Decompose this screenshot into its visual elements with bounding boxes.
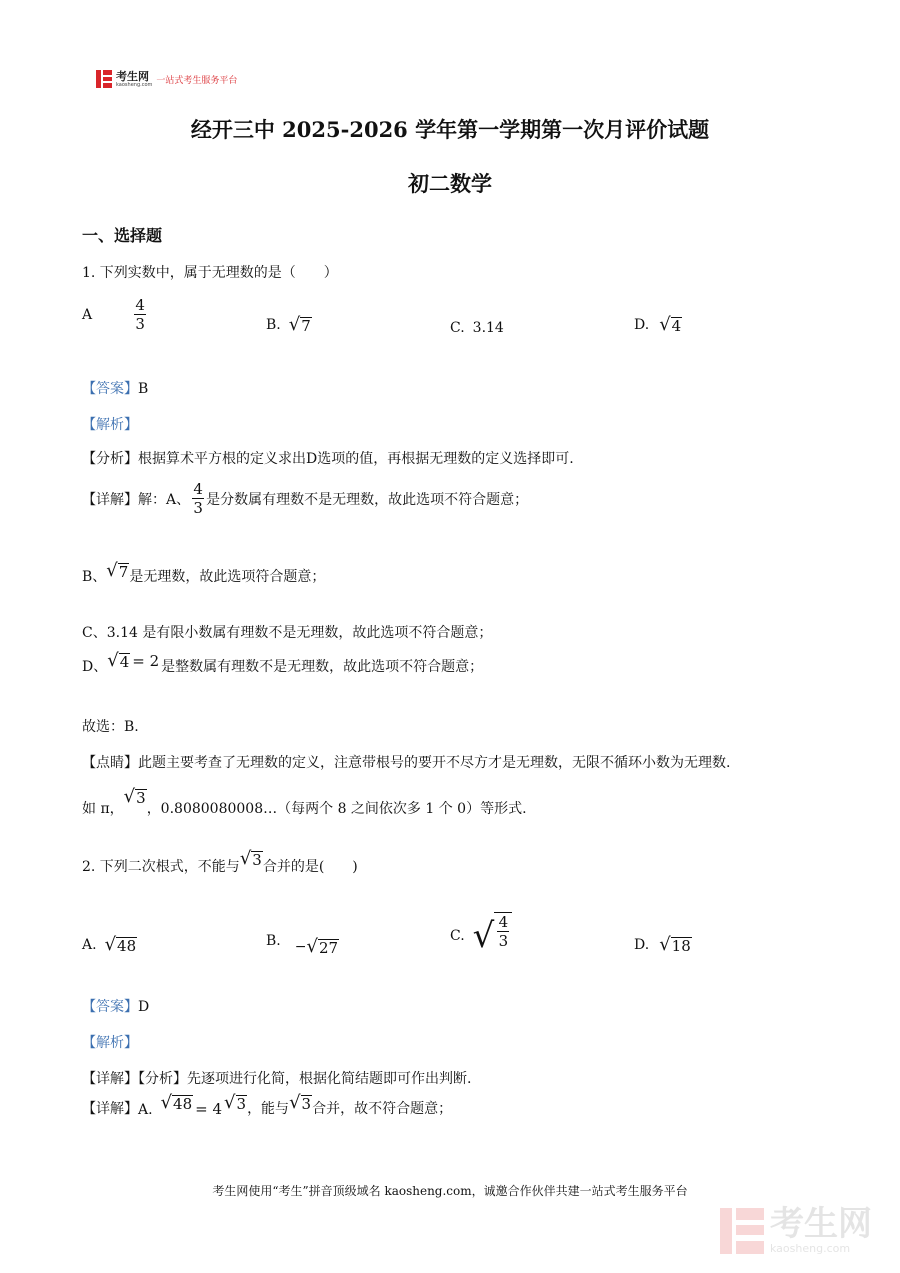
watermark [720, 1206, 872, 1255]
watermark-logo-icon [720, 1208, 764, 1254]
q2-answer-tag: 【答案】 [82, 999, 138, 1015]
q1-option-a-fraction [134, 296, 146, 333]
q2-option-b-label: B. [266, 933, 281, 949]
q1-option-b-sqrt: √ 7 [288, 314, 311, 335]
q1-fenxi [82, 448, 574, 468]
q1-detail-tag: 【详解】 [82, 491, 138, 508]
q1-option-c-label: C. [450, 320, 465, 336]
document-title: 经开三中 2025-2026 学年第一学期第一次月评价试题 [190, 117, 710, 142]
logo-slogan: 一站式考生服务平台 [156, 75, 238, 86]
q1-stem: 1. 下列实数中，属于无理数的是（ ） [82, 265, 338, 281]
q1-option-a-numerator: 4 [135, 296, 145, 314]
q2-stem-radicand: 3 [252, 851, 262, 869]
watermark-name: 考生网 [770, 1204, 872, 1244]
q2-option-d-sqrt: √ 18 [659, 934, 691, 955]
q1-option-b-label: B. [266, 317, 281, 333]
q2-option-a-sqrt: √ 48 [104, 934, 137, 955]
q1-detail-d-sqrt: √ 4 [107, 650, 130, 671]
q2-option-c-label: C. [450, 928, 465, 944]
q1-examples-post: ，0.8080080008…（每两个 8 之间依次多 1 个 0）等形式. [146, 801, 527, 817]
q1-answer-value: B [138, 381, 149, 397]
q1-detail-a-post: 是分数属有理数不是无理数，故此选项不符合题意； [206, 491, 529, 508]
q2-option-b-radicand: 27 [318, 939, 339, 957]
q1-analysis-tag: 【解析】 [82, 417, 138, 433]
q2-stem [82, 848, 358, 876]
q2-detail-a-radicand-3: 3 [301, 1095, 312, 1113]
q1-examples-sqrt: √ 3 [123, 786, 146, 807]
q1-dianjing-tag: 【点睛】 [82, 755, 138, 771]
header-logo [96, 70, 237, 88]
q1-choose: 故选：B. [82, 719, 139, 735]
q2-option-b-sign: − [294, 939, 307, 955]
q2-fenxi [82, 1068, 471, 1088]
q1-option-d-radicand: 4 [671, 317, 682, 335]
q1-option-b-radicand: 7 [301, 317, 311, 335]
q1-option-c [450, 320, 504, 336]
q1-option-d-sqrt: √ 4 [659, 314, 682, 335]
watermark-domain: kaosheng.com [770, 1242, 851, 1255]
q1-option-d [634, 316, 682, 334]
q1-detail-d-post: 是整数属有理数不是无理数，故此选项不符合题意； [161, 659, 484, 675]
q2-fenxi-tag: 【分析】 [138, 1071, 187, 1087]
q1-detail-b-sqrt: √ 7 [106, 560, 129, 581]
q2-option-c-denominator: 3 [498, 932, 509, 950]
q2-option-b [266, 933, 339, 957]
q1-detail-d-equals: = 2 [132, 652, 160, 670]
q2-detail-a-equals: = 4 [195, 1100, 223, 1118]
q2-detail-a [82, 1092, 453, 1118]
q2-detail-a-label: A. [138, 1102, 153, 1118]
q1-detail-a-denominator: 3 [193, 499, 203, 517]
document-subtitle: 初二数学 [408, 171, 492, 196]
q1-detail-b [82, 560, 326, 586]
q1-detail-b-radicand: 7 [118, 563, 129, 581]
q1-option-a-denominator: 3 [135, 315, 145, 333]
q1-answer-tag: 【答案】 [82, 381, 138, 397]
q1-dianjing-text: 此题主要考查了无理数的定义，注意带根号的要开不尽方才是无理数，无限不循环小数为无理数. [138, 755, 731, 771]
q2-option-c-sqrt: √ $\frac{4}{3}$ [473, 912, 513, 960]
q1-detail-c: C、3.14 是有限小数属有理数不是无理数，故此选项不符合题意； [82, 625, 493, 641]
q2-option-d-label: D. [634, 937, 650, 953]
q2-stem-sqrt: √ 3 [239, 848, 262, 869]
q1-dianjing [82, 752, 730, 772]
q1-examples [82, 786, 527, 818]
logo-name: 考生网 [116, 69, 149, 83]
q2-answer [82, 996, 149, 1016]
q2-option-a-radicand: 48 [117, 937, 137, 955]
q2-option-a [82, 936, 137, 954]
q2-detail-a-sqrt-2: √ 3 [224, 1092, 247, 1113]
q2-detail-tag-1: 【详解】 [82, 1071, 138, 1087]
kaosheng-logo-icon [96, 70, 112, 88]
q1-option-a-label: A [82, 306, 93, 323]
q1-option-b [266, 316, 312, 334]
q2-option-c-fraction [494, 912, 512, 960]
q2-option-d [634, 936, 692, 954]
q1-detail-a-numerator: 4 [193, 480, 203, 498]
q1-detail-d-radicand: 4 [119, 653, 130, 671]
q2-option-b-sqrt: √ 27 [306, 936, 339, 957]
q2-detail-a-radicand-2: 3 [236, 1095, 247, 1113]
q1-examples-pre: 如 π， [82, 801, 124, 817]
q1-detail-b-pre: B、 [82, 569, 107, 585]
logo-domain: kaosheng.com [116, 81, 153, 88]
q2-option-c [450, 912, 512, 960]
q2-stem-post: 合并的是( ) [262, 859, 358, 875]
q2-option-c-numerator: 4 [498, 913, 509, 931]
q1-examples-radicand: 3 [136, 789, 146, 807]
section-heading: 一、选择题 [82, 226, 163, 245]
q1-detail-a [82, 480, 528, 517]
q2-detail-a-post: 合并，故不符合题意； [312, 1101, 453, 1117]
q2-detail-a-radicand: 48 [173, 1095, 193, 1113]
q2-detail-a-sqrt-3: √ 3 [289, 1092, 312, 1113]
q1-option-c-value: 3.14 [472, 320, 504, 336]
q2-detail-a-mid: ，能与 [247, 1101, 290, 1117]
page-footer: 考生网使用“考生”拼音顶级域名 kaosheng.com，诚邀合作伙伴共建一站式考生服务平台 [212, 1184, 688, 1198]
q1-detail-a-pre: 解：A、 [138, 491, 191, 508]
q1-option-a [82, 296, 146, 333]
q2-option-d-radicand: 18 [671, 937, 691, 955]
q1-detail-a-fraction [192, 480, 204, 517]
q1-fenxi-tag: 【分析】 [82, 451, 138, 467]
q2-fenxi-text: 先逐项进行化简，根据化简结题即可作出判断. [187, 1071, 472, 1087]
q2-detail-a-sqrt: √ 48 [160, 1092, 193, 1113]
q2-detail-tag-2: 【详解】 [82, 1101, 138, 1117]
q2-option-a-label: A. [82, 937, 97, 953]
q1-detail-b-post: 是无理数，故此选项符合题意； [129, 569, 326, 585]
q1-answer [82, 378, 148, 398]
q1-detail-d [82, 650, 484, 676]
q1-detail-d-pre: D、 [82, 659, 108, 675]
q2-answer-value: D [138, 999, 150, 1015]
q2-analysis-tag: 【解析】 [82, 1035, 138, 1051]
q2-stem-pre: 2. 下列二次根式，不能与 [82, 859, 240, 875]
q1-fenxi-text: 根据算术平方根的定义求出D选项的值，再根据无理数的定义选择即可. [138, 451, 574, 467]
q1-option-d-label: D. [634, 317, 650, 333]
